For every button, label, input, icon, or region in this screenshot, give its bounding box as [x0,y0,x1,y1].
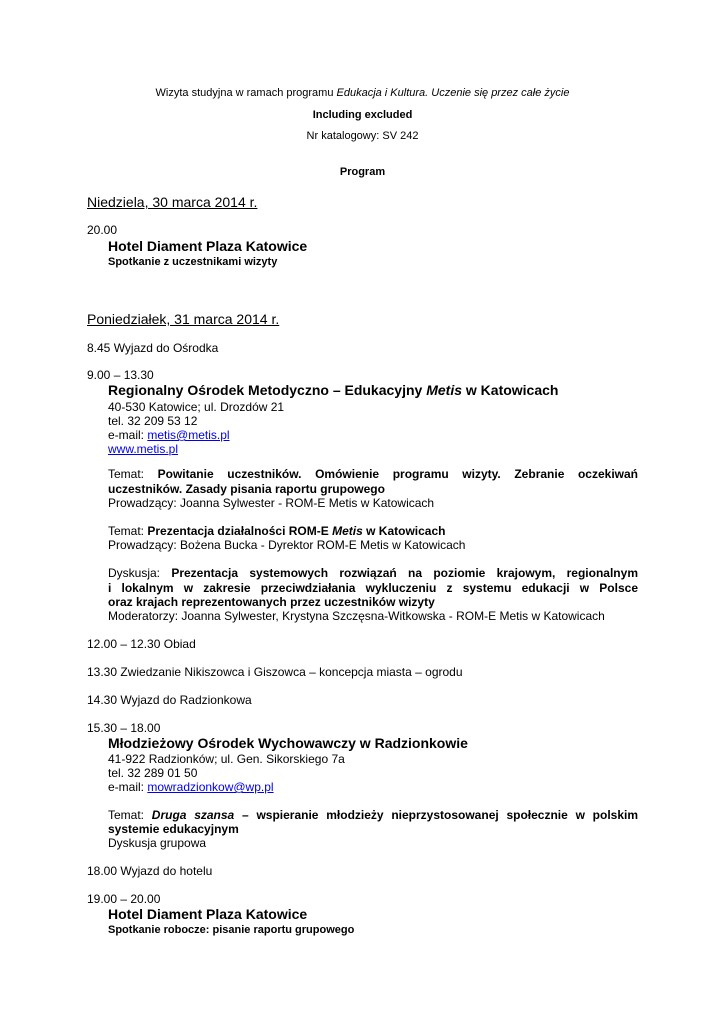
topic2-line: Temat: Prezentacja działalności ROM-E Metis w Katowicach [108,524,446,538]
block2-title: Młodzieżowy Ośrodek Wychowawczy w Radzionkowie [108,735,468,751]
discussion-moderators: Moderatorzy: Joanna Sylwester, Krystyna Szczęsna-Witkowska - ROM-E Metis w Katowicach [108,609,605,623]
block1-email-link[interactable]: metis@metis.pl [147,428,230,442]
block3-time: 19.00 – 20.00 [87,892,161,906]
day2-depart: 8.45 Wyjazd do Ośrodka [87,341,219,355]
block2-topic-line1: Temat: Druga szansa – wspieranie młodzieży nieprzystosowanej społecznie w polskim [108,808,639,822]
catalog-number: Nr katalogowy: SV 242 [306,130,419,142]
block1-www-link[interactable]: www.metis.pl [108,442,179,456]
block3-place: Hotel Diament Plaza Katowice [108,906,308,922]
block1-title: Regionalny Ośrodek Metodyczno – Edukacyjny Metis w Katowicach [108,382,559,398]
discussion-line3: oraz krajach reprezentowanych przez uczestników wizyty [108,595,435,609]
discussion-line1: Dyskusja: Prezentacja systemowych rozwiązań na poziomie krajowym, regionalnym [108,566,638,580]
block2-discussion: Dyskusja grupowa [108,836,207,850]
block2-topic-line2: systemie edukacyjnym [108,822,239,836]
day1-title: Niedziela, 30 marca 2014 r. [87,194,258,210]
day1-time: 20.00 [87,223,118,237]
sightseeing: 13.30 Zwiedzanie Nikiszowca i Giszowca – koncepcja miasta – ogrodu [87,665,463,679]
block2-time: 15.30 – 18.00 [87,721,161,735]
topic1-lead: Prowadzący: Joanna Sylwester - ROM-E Metis w Katowicach [108,496,435,510]
topic1-line2: uczestników. Zasady pisania raportu grupowego [108,482,385,496]
discussion-line2: i lokalnym w zakresie przeciwdziałania wykluczeniu z systemu edukacji w Polsce [108,581,638,595]
block1-address: 40-530 Katowice; ul. Drozdów 21 [108,400,285,414]
header-line-2: Including excluded [312,109,413,121]
topic1-line1: Temat: Powitanie uczestników. Omówienie programu wizyty. Zebranie oczekiwań [108,467,638,481]
block2-address: 41-922 Radzionków; ul. Gen. Sikorskiego 7a [108,752,345,766]
lunch: 12.00 – 12.30 Obiad [87,637,196,651]
block1-time: 9.00 – 13.30 [87,368,154,382]
hotel-depart: 18.00 Wyjazd do hotelu [87,864,213,878]
day1-subtitle: Spotkanie z uczestnikami wizyty [108,256,278,268]
block1-www-line [108,442,178,457]
header-line-1: Wizyta studyjna w ramach programu Edukacja i Kultura. Uczenie się przez całe życie [155,87,570,99]
block1-email-line: e-mail: metis@metis.pl [108,428,230,442]
block2-email-line: e-mail: mowradzionkow@wp.pl [108,780,274,794]
block3-subtitle: Spotkanie robocze: pisanie raportu grupowego [108,924,355,936]
topic2-lead: Prowadzący: Bożena Bucka - Dyrektor ROM-E Metis w Katowicach [108,538,466,552]
program-title: Program [339,166,386,178]
day1-place: Hotel Diament Plaza Katowice [108,238,308,254]
block2-tel: tel. 32 289 01 50 [108,766,198,780]
depart-radzionkow: 14.30 Wyjazd do Radzionkowa [87,693,252,707]
block1-tel: tel. 32 209 53 12 [108,414,198,428]
day2-title: Poniedziałek, 31 marca 2014 r. [87,311,280,327]
block2-email-link[interactable]: mowradzionkow@wp.pl [147,780,274,794]
